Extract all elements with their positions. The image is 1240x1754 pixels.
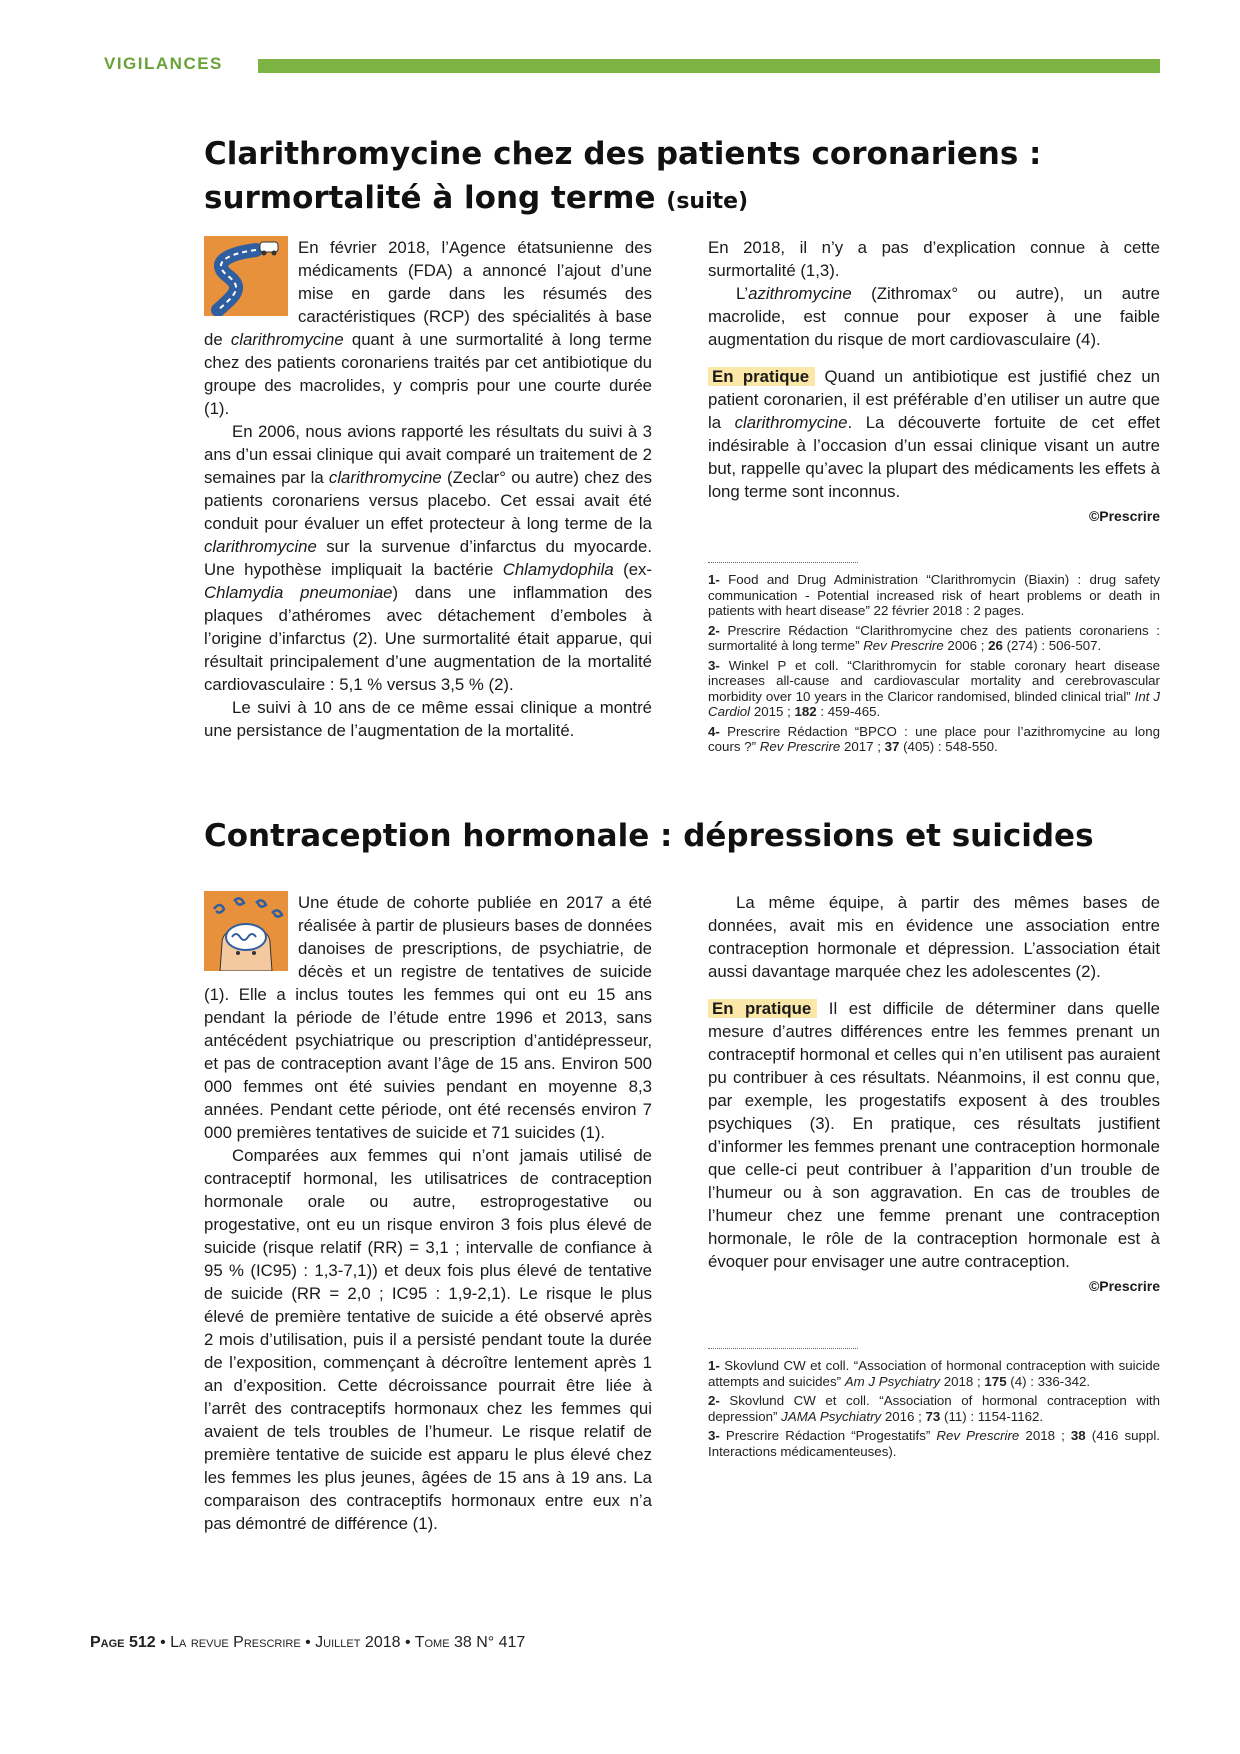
article2-references (708, 1358, 1160, 1463)
page-number: Page 512 (90, 1634, 156, 1651)
article1-right-column (708, 236, 1160, 528)
reference-item: 2- Prescrire Rédaction “Clarithromycine chez des patients coronariens : surmortalité à long terme” Rev Prescrire 2006 ; 26 (274) : 506-507. (708, 622, 1160, 653)
article1-right-p1: En 2018, il n’y a pas d’explication connue à cette surmortalité (1,3). (708, 238, 1160, 280)
winding-road-icon (204, 236, 288, 316)
article1-title-line1: Clarithromycine chez des patients coronariens : (204, 136, 1042, 172)
article1-title-block (204, 132, 1164, 224)
page-footer (90, 1634, 525, 1652)
reference-item: 4- Prescrire Rédaction “BPCO : une place pour l’azithromycine au long cours ?” Rev Prescrire 2017 ; 37 (405) : 548-550. (708, 723, 1160, 754)
article1-title-line2: surmortalité à long terme (204, 180, 656, 216)
references-divider (708, 562, 858, 563)
en-pratique-badge: En pratique (708, 999, 817, 1018)
section-label: VIGILANCES (104, 54, 223, 73)
en-pratique-badge: En pratique (708, 367, 815, 386)
article1-title (204, 132, 1164, 224)
article2-practice-paragraph (708, 997, 1160, 1273)
article1-references (708, 572, 1160, 759)
reference-item: 1- Skovlund CW et coll. “Association of hormonal contraception with suicide attempts and suicides” Am J Psychiatry 2018 ; 175 (4) : 336-342. (708, 1358, 1160, 1389)
article2-title-block (204, 814, 1164, 858)
article1-right-p2: L’azithromycine (Zithromax° ou autre), un autre macrolide, est connue pour exposer à une faible augmentation du risque de mort cardiovasculaire (4). (708, 284, 1160, 349)
article2-left-p1: Une étude de cohorte publiée en 2017 a été réalisée à partir de plusieurs bases de données danoises de prescriptions, de psychiatrie, de décès et un registre de tentatives de suicide (1). Elle a inclus toutes les femmes qui ont eu 15 ans pendant la période de l’étude entre 1996 et 2013, sans antécédent psychiatrique ou prescription d’antidépresseur, et pas de contraception avant l’âge de 15 ans. Environ 500 000 femmes ont été suivies pendant en moyenne 8,3 années. Pendant cette période, ont été recensés environ 7 000 premières tentatives de suicide et 71 suicides (1). (204, 893, 652, 1142)
article2-right-p2: Il est difficile de déterminer dans quelle mesure d’autres différences entre les femmes prenant un contraceptif hormonal et celles qui n’en utilisent pas auraient pu contribuer à ces résultats. Néanmoins, il est connu que, par exemple, les progestatifs exposent à des troubles psychiques (3). En pratique, ces résultats justifient d’informer les femmes prenant une contraception hormonale que celle-ci peut contribuer à l’apparition d’un trouble de l’humeur ou à son aggravation. En cas de troubles de l’humeur chez une femme prenant une contraception hormonale, le rôle de la contraception hormonale est à évoquer pour envisager une autre contraception. (708, 999, 1161, 1271)
publication-info: • La revue Prescrire • Juillet 2018 • Tome 38 N° 417 (155, 1634, 526, 1651)
reference-item: 3- Prescrire Rédaction “Progestatifs” Rev Prescrire 2018 ; 38 (416 suppl. Interactions médicamenteuses). (708, 1428, 1160, 1459)
article2-right-p1: La même équipe, à partir des mêmes bases de données, avait mis en évidence une association entre contraception hormonale et dépression. L’association était aussi davantage marquée chez les adolescentes (2). (708, 893, 1160, 981)
references-divider (708, 1348, 858, 1349)
article1-left-p3: Le suivi à 10 ans de ce même essai clinique a montré une persistance de l’augmentation de la mortalité. (204, 698, 652, 740)
article1-right-p3: Quand un antibiotique est justifié chez un patient coronarien, il est préférable d’en utiliser un autre que la clarithromycine. La découverte fortuite de cet effet indésirable à l’occasion d’un essai clinique visant un autre but, rappelle qu’avec la plupart des médicaments les effets à long terme sont inconnus. (708, 367, 1161, 501)
article2-left-column (204, 891, 652, 1535)
section-bar (258, 59, 1160, 73)
prescrire-signature: ©Prescrire (1088, 1278, 1160, 1294)
article2-left-p2: Comparées aux femmes qui n’ont jamais utilisé de contraceptif hormonal, les utilisatrices de contraception hormonale orale ou autre, estroprogestative ou progestative, ont eu un risque environ 3 fois plus élevé de suicide (risque relatif (RR) = 3,1 ; intervalle de confiance à 95 % (IC95) : 1,3-7,1)) et deux fois plus élevé de tentative de suicide (RR = 2,0 ; IC95 : 1,9-2,1). Le risque le plus élevé de première tentative de suicide a été observé après 2 mois d’utilisation, puis il a persisté pendant toute la durée de l’exposition, commençant à décroître lentement après 1 an d’exposition. Cette décroissance pourrait être liée à l’arrêt des contraceptifs hormonaux chez les femmes qui avaient de tels troubles de l’humeur. Le risque relatif de première tentative de suicide est apparu le plus élevé chez les femmes les plus jeunes, âgées de 15 ans à 19 ans. La comparaison des contraceptifs hormonaux entre eux n’a pas démontré de différence (1). (204, 1146, 652, 1533)
reference-item: 2- Skovlund CW et coll. “Association of hormonal contraception with depression” JAMA Psychiatry 2016 ; 73 (11) : 1154-1162. (708, 1393, 1160, 1424)
reference-item: 3- Winkel P et coll. “Clarithromycin for stable coronary heart disease increases all-cause and cardiovascular mortality and cerebrovascular morbidity over 10 years in the Claricor randomised, blinded clinical trial” Int J Cardiol 2015 ; 182 : 459-465. (708, 657, 1160, 719)
article1-left-p1: En février 2018, l’Agence étatsunienne des médicaments (FDA) a annoncé l’ajout d’une mise en garde dans les résumés des caractéristiques (RCP) des spécialités à base de clarithromycine quant à une surmortalité à long terme chez des patients coronariens traités par cet antibiotique du groupe des macrolides, y compris pour une courte durée (1). (204, 238, 652, 418)
article2-title: Contraception hormonale : dépressions et suicides (204, 818, 1094, 854)
prescrire-signature: ©Prescrire (1088, 508, 1160, 524)
article2-right-column (708, 891, 1160, 1298)
article1-practice-paragraph (708, 365, 1160, 503)
reference-item: 1- Food and Drug Administration “Clarithromycin (Biaxin) : drug safety communication - Potential increased risk of heart problems or death in patients with heart disease” 22 février 2018 : 2 pages. (708, 572, 1160, 618)
article1-left-p2: En 2006, nous avions rapporté les résultats du suivi à 3 ans d’un essai clinique qui avait comparé un traitement de 2 semaines par la clarithromycine (Zeclar° ou autre) chez des patients coronariens versus placebo. Cet essai avait été conduit pour évaluer un effet protecteur à long terme de la clarithromycine sur la survenue d’infarctus du myocarde. Une hypothèse impliquait la bactérie Chlamydophila (ex-Chlamydia pneumoniae) dans une inflammation des plaques d’athéromes avec détachement d’emboles à l’origine d’infarctus (2). Une surmortalité était apparue, qui résultait principalement d’une augmentation de la mortalité cardiovasculaire : 5,1 % versus 3,5 % (2). (204, 422, 653, 694)
head-brain-icon (204, 891, 288, 971)
article1-left-column (204, 236, 652, 742)
article1-title-suffix: (suite) (666, 189, 749, 214)
